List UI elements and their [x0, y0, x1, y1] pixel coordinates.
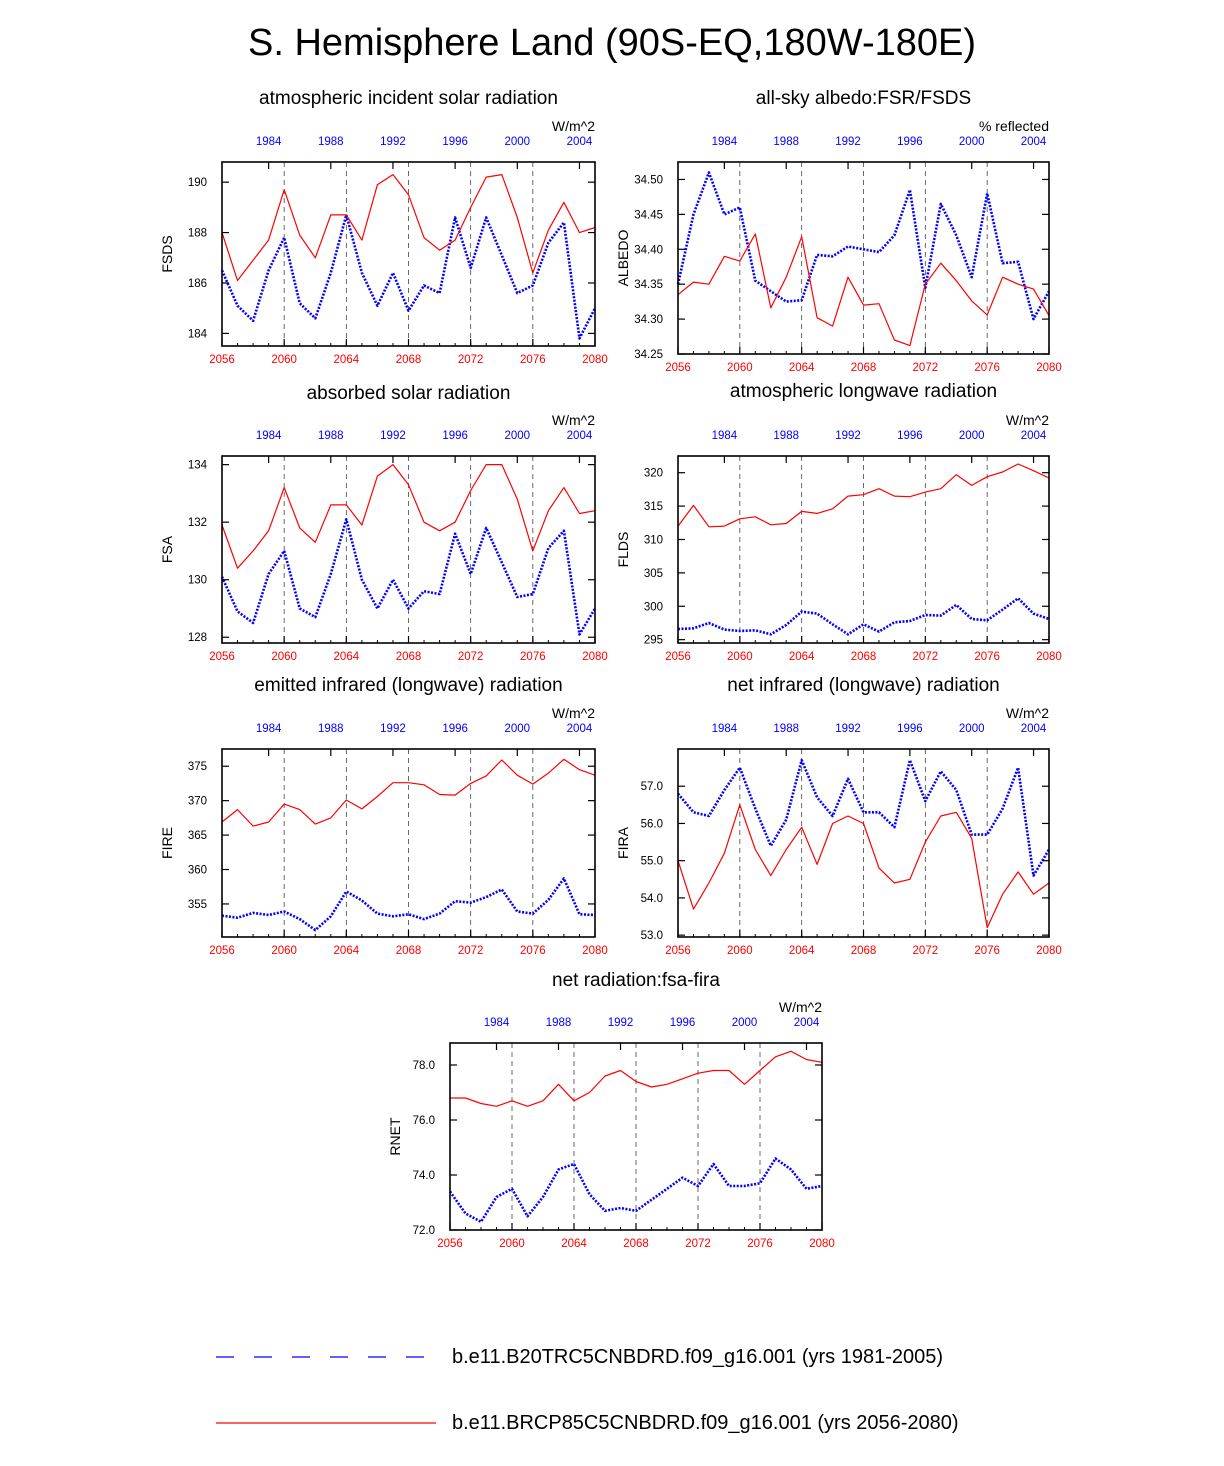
x-tick-label-fsa: 2072 — [457, 651, 484, 663]
y-tick-label-flds: 305 — [643, 567, 663, 580]
y-axis-label-fire: FIRE — [159, 827, 175, 859]
x-top-tick-label-fsds: 2000 — [504, 136, 531, 148]
x-top-tick-label-fira: 1996 — [897, 723, 923, 735]
x-top-tick-label-fsa: 1992 — [380, 430, 406, 442]
panel-title-albedo: all-sky albedo:FSR/FSDS — [755, 88, 972, 109]
x-top-tick-label-fire: 1992 — [380, 723, 406, 735]
panel-title-fsa: absorbed solar radiation — [306, 383, 511, 404]
y-tick-label-fsa: 132 — [187, 517, 207, 530]
y-tick-label-fira: 53.0 — [640, 930, 663, 943]
x-tick-label-rnet: 2076 — [747, 1238, 773, 1250]
x-tick-label-fsa: 2076 — [520, 651, 546, 663]
x-top-tick-label-fira: 1992 — [835, 723, 861, 735]
y-tick-label-fira: 57.0 — [640, 781, 663, 794]
x-top-tick-label-fsds: 1996 — [442, 136, 468, 148]
y-tick-label-albedo: 34.30 — [634, 314, 663, 327]
x-tick-label-fsds: 2064 — [333, 354, 360, 366]
x-top-tick-label-flds: 1988 — [773, 430, 800, 442]
x-tick-label-flds: 2060 — [727, 651, 753, 663]
x-tick-label-flds: 2064 — [788, 651, 815, 663]
x-top-tick-label-albedo: 2004 — [1020, 136, 1047, 148]
x-top-tick-label-fira: 2000 — [958, 723, 985, 735]
x-tick-label-fsds: 2056 — [209, 354, 235, 366]
y-axis-label-flds: FLDS — [615, 531, 631, 568]
x-top-tick-label-rnet: 2000 — [731, 1017, 758, 1029]
x-tick-label-fsds: 2060 — [271, 354, 297, 366]
x-tick-label-fsa: 2064 — [333, 651, 360, 663]
panel-rnet — [387, 999, 835, 1250]
x-tick-label-fira: 2056 — [665, 945, 691, 957]
x-tick-label-fsa: 2060 — [271, 651, 297, 663]
units-label-albedo: % reflected — [978, 118, 1049, 134]
x-tick-label-albedo: 2076 — [974, 362, 1000, 374]
y-tick-label-flds: 320 — [643, 467, 663, 480]
units-label-rnet: W/m^2 — [778, 999, 822, 1015]
x-top-tick-label-flds: 1984 — [711, 430, 738, 442]
panel-title-fsds: atmospheric incident solar radiation — [259, 88, 558, 109]
x-tick-label-fira: 2080 — [1036, 945, 1062, 957]
x-top-tick-label-fsds: 1992 — [380, 136, 406, 148]
series-line-rcp85-fsa — [222, 465, 595, 569]
x-top-tick-label-fsa: 2004 — [566, 430, 593, 442]
panel-albedo — [615, 118, 1062, 374]
panel-title-fire: emitted infrared (longwave) radiation — [254, 675, 563, 696]
x-top-tick-label-rnet: 1988 — [545, 1017, 572, 1029]
y-tick-label-fire: 365 — [187, 830, 207, 843]
x-top-tick-label-fire: 1988 — [317, 723, 344, 735]
x-tick-label-rnet: 2064 — [561, 1238, 587, 1250]
x-tick-label-albedo: 2064 — [788, 362, 815, 374]
x-tick-label-flds: 2072 — [912, 651, 939, 663]
units-label-fsds: W/m^2 — [551, 118, 595, 134]
y-tick-label-flds: 315 — [643, 501, 663, 514]
y-axis-label-fira: FIRA — [615, 827, 631, 859]
y-tick-label-fsds: 184 — [187, 328, 207, 341]
y-tick-label-fira: 56.0 — [640, 818, 663, 831]
x-top-tick-label-fire: 2000 — [504, 723, 531, 735]
x-tick-label-fire: 2056 — [209, 945, 235, 957]
x-top-tick-label-fire: 1996 — [442, 723, 468, 735]
y-tick-label-fira: 54.0 — [640, 892, 663, 905]
x-top-tick-label-albedo: 1992 — [835, 136, 861, 148]
x-tick-label-albedo: 2060 — [727, 362, 753, 374]
x-top-tick-label-flds: 1996 — [897, 430, 923, 442]
y-tick-label-fsa: 130 — [187, 574, 207, 587]
x-tick-label-fire: 2072 — [457, 945, 484, 957]
x-top-tick-label-fire: 1984 — [255, 723, 282, 735]
y-tick-label-rnet: 78.0 — [412, 1060, 435, 1072]
x-top-tick-label-rnet: 1992 — [607, 1017, 634, 1029]
y-axis-label-fsa: FSA — [159, 535, 175, 564]
y-tick-label-albedo: 34.40 — [634, 244, 663, 257]
x-top-tick-label-fsds: 1988 — [317, 136, 344, 148]
units-label-fsa: W/m^2 — [551, 412, 595, 428]
x-top-tick-label-albedo: 1984 — [711, 136, 738, 148]
y-tick-label-fsa: 134 — [187, 459, 207, 472]
x-tick-label-rnet: 2072 — [685, 1238, 711, 1250]
y-tick-label-rnet: 74.0 — [412, 1170, 435, 1182]
x-tick-label-fsds: 2072 — [457, 354, 484, 366]
x-top-tick-label-flds: 2004 — [1020, 430, 1047, 442]
x-top-tick-label-albedo: 2000 — [958, 136, 985, 148]
legend-label-historical: b.e11.B20TRC5CNBDRD.f09_g16.001 (yrs 1981-2005) — [452, 1346, 944, 1368]
y-tick-label-albedo: 34.35 — [634, 279, 663, 292]
panel-fira — [615, 705, 1062, 957]
x-tick-label-rnet: 2060 — [499, 1238, 525, 1250]
x-tick-label-flds: 2056 — [665, 651, 691, 663]
y-tick-label-fsds: 186 — [187, 277, 207, 290]
x-top-tick-label-rnet: 1984 — [483, 1017, 510, 1029]
x-top-tick-label-rnet: 1996 — [669, 1017, 696, 1029]
x-top-tick-label-flds: 1992 — [835, 430, 861, 442]
x-tick-label-flds: 2076 — [974, 651, 1000, 663]
y-tick-label-flds: 310 — [643, 534, 663, 547]
x-top-tick-label-fsa: 1996 — [442, 430, 468, 442]
y-axis-label-fsds: FSDS — [159, 235, 175, 273]
y-tick-label-fira: 55.0 — [640, 855, 663, 868]
x-top-tick-label-albedo: 1988 — [773, 136, 800, 148]
x-tick-label-albedo: 2080 — [1036, 362, 1062, 374]
y-tick-label-fsa: 128 — [187, 632, 207, 645]
x-top-tick-label-rnet: 2004 — [793, 1017, 820, 1029]
x-tick-label-fira: 2068 — [850, 945, 877, 957]
y-tick-label-fsds: 188 — [187, 227, 207, 240]
x-tick-label-albedo: 2056 — [665, 362, 691, 374]
panel-title-fira: net infrared (longwave) radiation — [727, 675, 1000, 696]
x-top-tick-label-fsa: 2000 — [504, 430, 531, 442]
x-tick-label-fire: 2064 — [333, 945, 360, 957]
x-tick-label-rnet: 2068 — [623, 1238, 649, 1250]
x-tick-label-fira: 2076 — [974, 945, 1000, 957]
x-top-tick-label-fsa: 1988 — [317, 430, 344, 442]
units-label-fire: W/m^2 — [551, 705, 595, 721]
x-tick-label-albedo: 2068 — [850, 362, 877, 374]
main-title: S. Hemisphere Land (90S-EQ,180W-180E) — [248, 22, 976, 64]
x-tick-label-fsds: 2080 — [582, 354, 608, 366]
x-tick-label-fsa: 2080 — [582, 651, 608, 663]
panel-title-flds: atmospheric longwave radiation — [729, 381, 998, 402]
x-tick-label-fsds: 2076 — [520, 354, 546, 366]
x-top-tick-label-fira: 1988 — [773, 723, 800, 735]
x-tick-label-fire: 2068 — [395, 945, 422, 957]
legend-label-rcp85: b.e11.BRCP85C5CNBDRD.f09_g16.001 (yrs 2056-2080) — [452, 1412, 959, 1434]
x-tick-label-fsa: 2068 — [395, 651, 422, 663]
x-top-tick-label-fira: 1984 — [711, 723, 738, 735]
units-label-fira: W/m^2 — [1005, 705, 1049, 721]
y-tick-label-fsds: 190 — [187, 177, 207, 190]
y-tick-label-fire: 375 — [187, 761, 207, 774]
y-axis-label-albedo: ALBEDO — [615, 229, 631, 287]
panel-flds — [615, 412, 1062, 663]
x-tick-label-fsa: 2056 — [209, 651, 235, 663]
x-tick-label-fira: 2060 — [727, 945, 753, 957]
x-tick-label-fire: 2080 — [582, 945, 608, 957]
y-tick-label-flds: 295 — [643, 634, 663, 647]
x-tick-label-rnet: 2080 — [809, 1238, 835, 1250]
x-tick-label-fire: 2076 — [520, 945, 546, 957]
x-top-tick-label-flds: 2000 — [958, 430, 985, 442]
y-tick-label-flds: 300 — [643, 601, 663, 614]
x-top-tick-label-fsds: 2004 — [566, 136, 593, 148]
y-axis-label-rnet: RNET — [387, 1117, 403, 1156]
panel-fire — [159, 705, 608, 957]
y-tick-label-rnet: 76.0 — [412, 1115, 435, 1127]
x-tick-label-flds: 2080 — [1036, 651, 1062, 663]
panel-fsds — [159, 118, 608, 366]
y-tick-label-albedo: 34.25 — [634, 349, 663, 361]
y-tick-label-albedo: 34.50 — [634, 174, 663, 187]
y-tick-label-fire: 370 — [187, 795, 207, 808]
x-top-tick-label-fsa: 1984 — [255, 430, 282, 442]
y-tick-label-albedo: 34.45 — [634, 209, 663, 222]
x-tick-label-albedo: 2072 — [912, 362, 939, 374]
x-top-tick-label-albedo: 1996 — [897, 136, 923, 148]
x-tick-label-fira: 2064 — [788, 945, 815, 957]
panel-fsa — [159, 412, 608, 663]
x-tick-label-fire: 2060 — [271, 945, 297, 957]
x-tick-label-fira: 2072 — [912, 945, 939, 957]
x-top-tick-label-fsds: 1984 — [255, 136, 282, 148]
y-tick-label-fire: 355 — [187, 898, 207, 911]
x-tick-label-rnet: 2056 — [437, 1238, 463, 1250]
y-tick-label-fire: 360 — [187, 864, 207, 877]
units-label-flds: W/m^2 — [1005, 412, 1049, 428]
x-top-tick-label-fira: 2004 — [1020, 723, 1047, 735]
y-tick-label-rnet: 72.0 — [412, 1225, 435, 1237]
x-top-tick-label-fire: 2004 — [566, 723, 593, 735]
panel-title-rnet: net radiation:fsa-fira — [552, 970, 720, 991]
x-tick-label-flds: 2068 — [850, 651, 877, 663]
x-tick-label-fsds: 2068 — [395, 354, 422, 366]
